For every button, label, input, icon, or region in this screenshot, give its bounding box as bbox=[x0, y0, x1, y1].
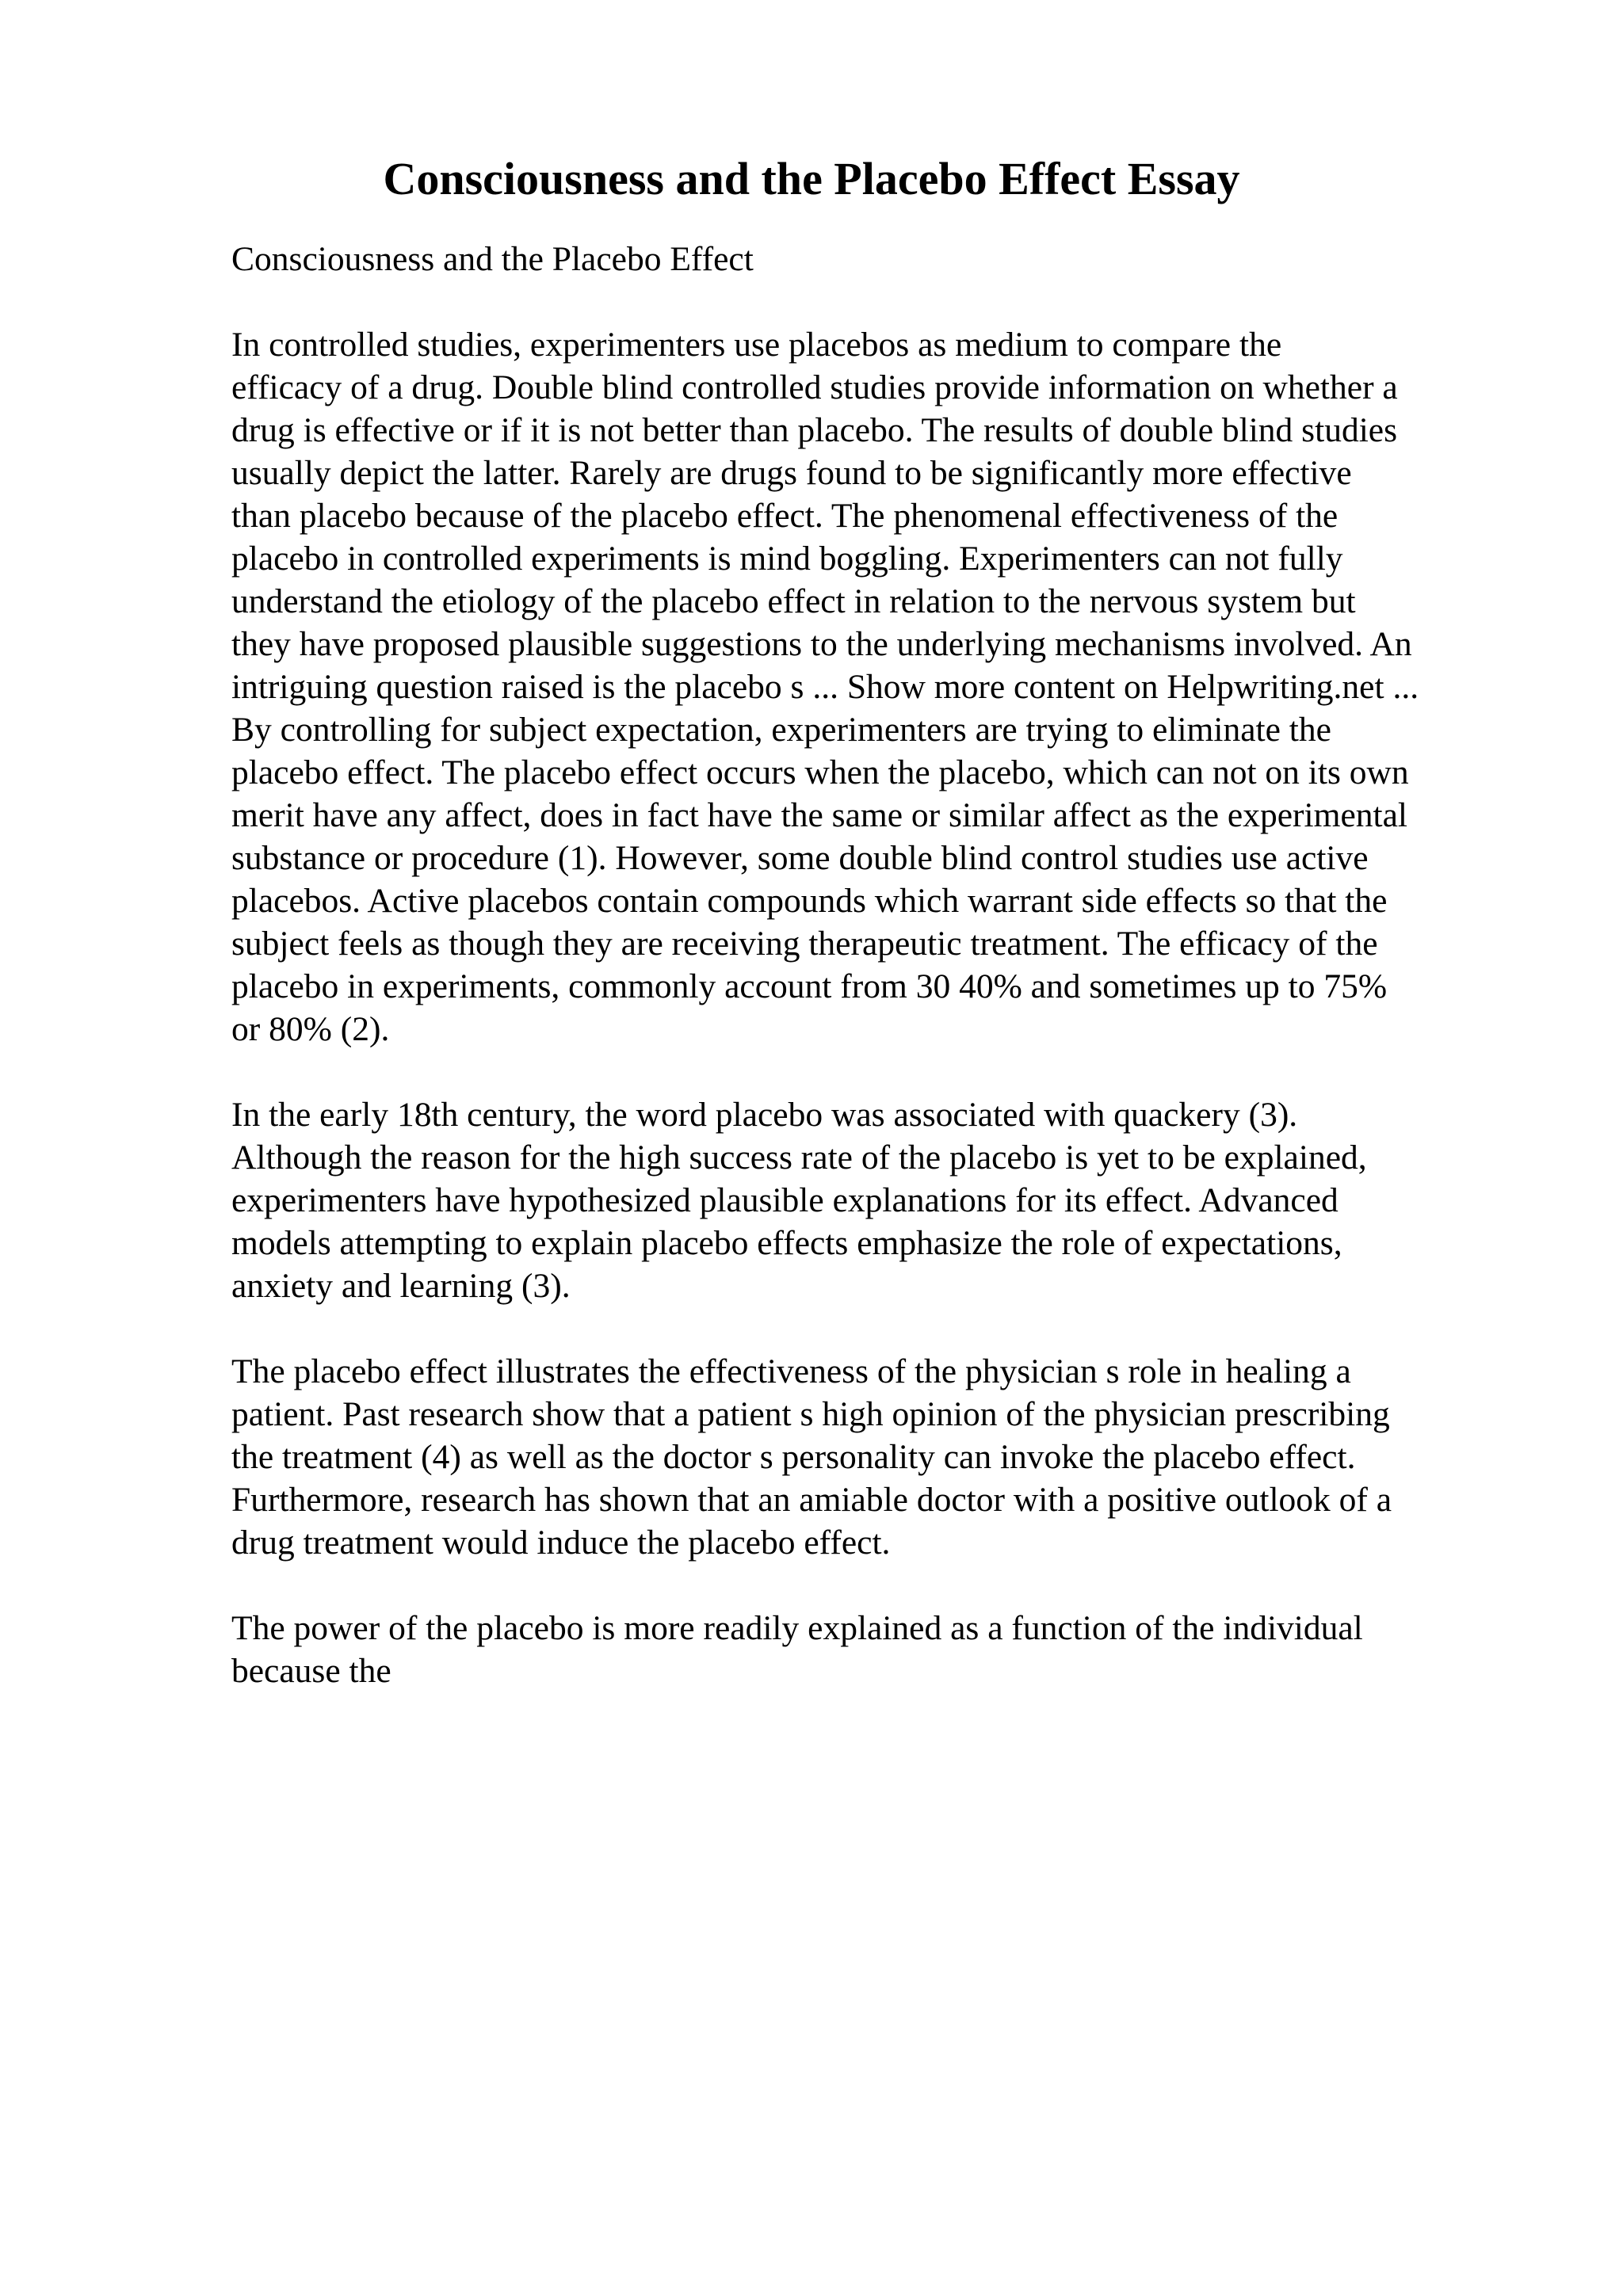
text-line: because the bbox=[231, 1652, 391, 1690]
text-line: Although the reason for the high success rate of the placebo is yet to be explained, bbox=[231, 1138, 1367, 1177]
text-line: placebo effect. The placebo effect occurs when the placebo, which can not on its own bbox=[231, 753, 1409, 791]
text-line: than placebo because of the placebo effect. The phenomenal effectiveness of the bbox=[231, 497, 1338, 535]
paragraph-4 bbox=[231, 1607, 1594, 1692]
text-line: intriguing question raised is the placebo s ... Show more content on Helpwriting.net ... bbox=[231, 668, 1419, 706]
paragraph-1 bbox=[231, 323, 1594, 1051]
text-line: the treatment (4) as well as the doctor s personality can invoke the placebo effect. bbox=[231, 1438, 1356, 1476]
text-line: By controlling for subject expectation, experimenters are trying to eliminate the bbox=[231, 711, 1331, 749]
text-line: usually depict the latter. Rarely are drugs found to be significantly more effective bbox=[231, 454, 1352, 492]
paragraph-3 bbox=[231, 1350, 1594, 1564]
text-line: models attempting to explain placebo effects emphasize the role of expectations, bbox=[231, 1224, 1342, 1262]
text-line: merit have any affect, does in fact have the same or similar affect as the experimental bbox=[231, 796, 1407, 834]
text-line: they have proposed plausible suggestions to the underlying mechanisms involved. An bbox=[231, 625, 1412, 663]
essay-subtitle: Consciousness and the Placebo Effect bbox=[231, 240, 754, 278]
text-line: drug treatment would induce the placebo effect. bbox=[231, 1524, 891, 1562]
text-line: In the early 18th century, the word placebo was associated with quackery (3). bbox=[231, 1096, 1298, 1134]
text-line: drug is effective or if it is not better than placebo. The results of double blind studies bbox=[231, 411, 1398, 449]
text-line: In controlled studies, experimenters use placebos as medium to compare the bbox=[231, 326, 1282, 364]
text-line: anxiety and learning (3). bbox=[231, 1267, 571, 1305]
text-line: placebo in experiments, commonly account from 30 40% and sometimes up to 75% bbox=[231, 967, 1388, 1005]
text-line: understand the etiology of the placebo effect in relation to the nervous system but bbox=[231, 582, 1356, 620]
text-line: or 80% (2). bbox=[231, 1010, 390, 1048]
text-line: Furthermore, research has shown that an amiable doctor with a positive outlook of a bbox=[231, 1481, 1392, 1519]
text-line: placebo in controlled experiments is mind boggling. Experimenters can not fully bbox=[231, 540, 1343, 578]
text-line: The power of the placebo is more readily explained as a function of the individual bbox=[231, 1609, 1363, 1647]
text-line: experimenters have hypothesized plausible explanations for its effect. Advanced bbox=[231, 1181, 1338, 1219]
text-line: placebos. Active placebos contain compounds which warrant side effects so that the bbox=[231, 882, 1388, 920]
text-line: The placebo effect illustrates the effectiveness of the physician s role in healing a bbox=[231, 1352, 1351, 1390]
text-line: subject feels as though they are receiving therapeutic treatment. The efficacy of the bbox=[231, 925, 1378, 963]
page-title: Consciousness and the Placebo Effect Essay bbox=[383, 153, 1240, 204]
essay-body bbox=[231, 238, 1594, 1692]
text-line: efficacy of a drug. Double blind controlled studies provide information on whether a bbox=[231, 368, 1398, 406]
text-line: patient. Past research show that a patient s high opinion of the physician prescribing bbox=[231, 1395, 1390, 1433]
text-line: substance or procedure (1). However, some double blind control studies use active bbox=[231, 839, 1369, 877]
paragraph-2 bbox=[231, 1093, 1594, 1307]
